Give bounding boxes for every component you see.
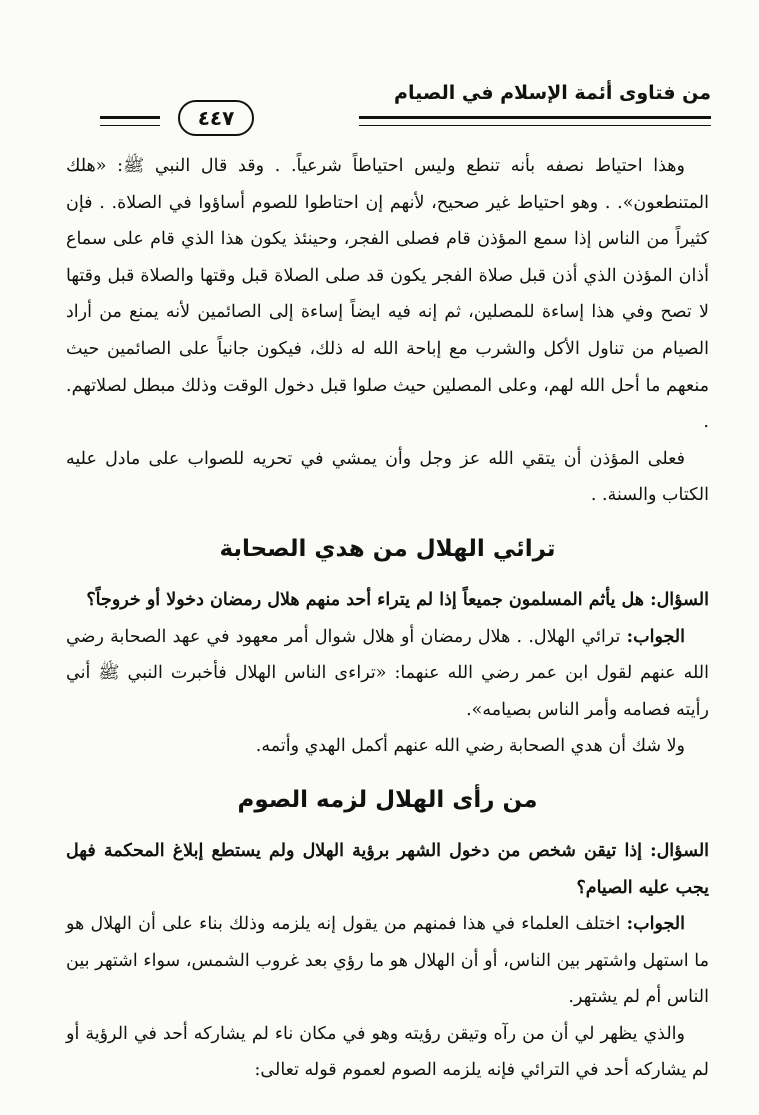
question-label: السؤال: (650, 589, 709, 610)
running-header (100, 82, 711, 134)
answer-label: الجواب: (626, 914, 685, 935)
question-paragraph (66, 833, 709, 906)
book-title: من فتاوى أئمة الإسلام في الصيام (394, 82, 711, 104)
answer-label: الجواب: (626, 626, 685, 647)
section-heading: من رأى الهلال لزمه الصوم (237, 786, 538, 813)
question-label: السؤال: (650, 840, 710, 861)
section-heading: ترائي الهلال من هدي الصحابة (219, 535, 556, 562)
answer-paragraph (66, 906, 709, 1016)
page-number: ٤٤٧ (178, 100, 254, 136)
header-rule (359, 116, 711, 126)
paragraph: فعلى المؤذن أن يتقي الله عز وجل وأن يمشي في تحريه للصواب على مادل عليه الكتاب والسنة. . (66, 448, 709, 506)
paragraph: ولا شك أن هدي الصحابة رضي الله عنهم أكمل الهدي وأتمه. (255, 736, 685, 757)
answer-text: ترائي الهلال. . هلال رمضان أو هلال شوال أمر معهود في عهد الصحابة رضي الله عنهم لقول ابن عمر رضي الله عنهما: «تراءى الناس الهلال فأخبرت النبي ﷺ أني رأيته فصامه وأمر الناس بصيامه». (66, 626, 709, 720)
question-paragraph (66, 582, 709, 619)
question-text: هل يأثم المسلمون جميعاً إذا لم يتراء أحد منهم هلال رمضان دخولا أو خروجاً؟ (86, 589, 645, 610)
header-rule (100, 116, 160, 126)
answer-text: اختلف العلماء في هذا فمنهم من يقول إنه يلزمه وذلك بناء على أن الهلال هو ما استهل واشتهر بين الناس، أو أن الهلال هو ما رؤي بعد غروب الشمس، سواء اشتهر بين الناس أم لم يشتهر. (66, 914, 709, 1008)
page-body (66, 148, 709, 1089)
paragraph: وهذا احتياط نصفه بأنه تنطع وليس احتياطاً شرعياً. . وقد قال النبي ﷺ: «هلك المتنطعون». . وهو احتياط غير صحيح، لأنهم إن احتاطوا للصوم أساؤوا في الصلاة. . فإن كثيراً من الناس إذا سمع المؤذن قام فصلى الفجر، وحينئذ يكون هذا الذي قام على سماع أذان المؤذن الذي أذن قبل صلاة الفجر يكون قد صلى الصلاة قبل وقتها والصلاة قبل وقتها لا تصح وفي هذا إساءة للمصلين، ثم إنه فيه ايضاً إساءة إلى الصائمين لأنه يمنع من أراد الصيام من تناول الأكل والشرب مع إباحة الله له ذلك، فيكون جانياً على الصائمين حيث منعهم ما أحل الله لهم، وعلى المصلين حيث صلوا قبل دخول الوقت وذلك مبطل لصلاتهم. . (66, 156, 709, 433)
paragraph: والذي يظهر لي أن من رآه وتيقن رؤيته وهو في مكان ناء لم يشاركه أحد في الرؤية أو لم يشاركه أحد في الترائي فإنه يلزمه الصوم لعموم قوله تعالى: (66, 1023, 709, 1081)
question-text: إذا تيقن شخص من دخول الشهر برؤية الهلال ولم يستطع إبلاغ المحكمة فهل يجب عليه الصيام؟ (66, 840, 709, 898)
answer-paragraph (66, 619, 709, 729)
